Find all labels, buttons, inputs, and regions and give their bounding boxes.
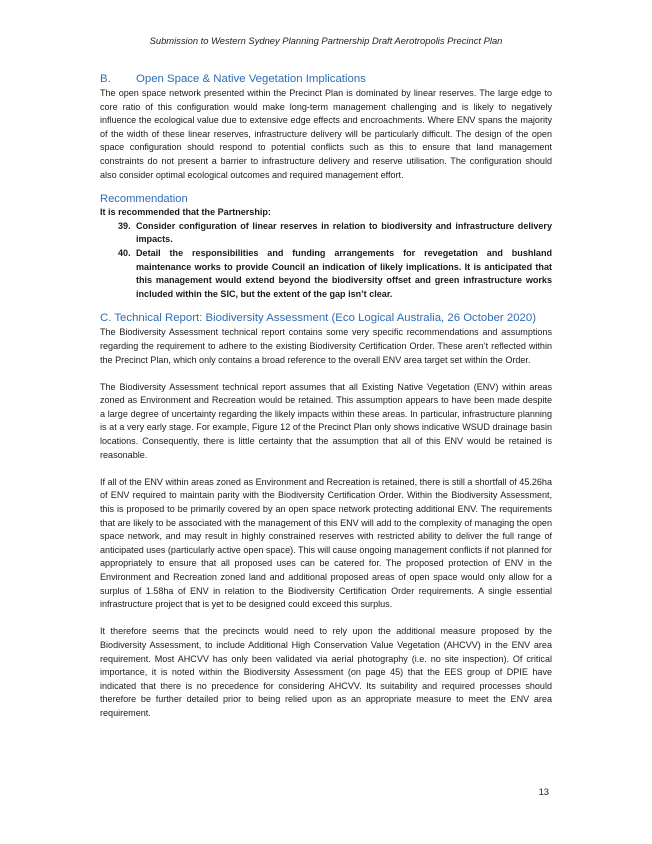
recommendation-text: Detail the responsibilities and funding arrangements for revegetation and bushland maintenance works to provide Council an indication of likely implications. It is anticipated that this management would extend beyond the biodiversity offset and green infrastructure works included within the SIC, but the extent of the gap isn’t clear. [136,247,552,299]
recommendation-item-39 [100,220,552,247]
section-b-title: Open Space & Native Vegetation Implications [136,73,366,85]
section-b-letter: B. [100,73,111,85]
running-header: Submission to Western Sydney Planning Partnership Draft Aerotropolis Precinct Plan [149,35,503,46]
page-content [100,72,552,721]
page-number: 13 [538,786,549,797]
recommendation-intro: It is recommended that the Partnership: [100,207,271,218]
recommendation-item-40 [100,247,552,301]
section-c-paragraph-2: The Biodiversity Assessment technical report assumes that all Existing Native Vegetation (ENV) within areas zoned as Environment and Recreation would be retained. This assumption appears to have been made despite a large degree of uncertainty regarding the likely impacts within these areas. In particular, infrastructure planning is at a very early stage. For example, Figure 12 of the Precinct Plan only shows indicative WSUD drainage basin locations. Consequently, there is little certainty that the assumption that all of this ENV would be retained is reasonable. [100,381,552,460]
section-c-paragraph-1: The Biodiversity Assessment technical report contains some very specific recommendations and assumptions regarding the requirement to adhere to the existing Biodiversity Certification Order. These aren’t reflected within the Precinct Plan, which only contains a broad reference to the overall ENV area target set within the Order. [100,327,552,365]
section-b-heading [100,72,552,87]
recommendation-number: 39. [118,220,131,231]
recommendation-list [100,220,552,302]
recommendation-heading: Recommendation [100,193,188,206]
section-b-paragraph: The open space network presented within the Precinct Plan is dominated by linear reserves. The large edge to core ratio of this configuration would make long-term management challenging and is likely to negatively influence the ecological value due to extensive edge effects and encroachments. Where ENV spans the majority of the width of these linear reserves, infrastructure delivery will be particularly difficult. The design of the open space configuration should respond to potential conflicts such as this to ensure that land management constraints do not present a barrier to infrastructure delivery and reserve utilisation. The configuration should also consider optimal ecological outcomes and required management effort. [100,88,552,180]
recommendation-text: Consider configuration of linear reserves in relation to biodiversity and infrastructure delivery impacts. [136,220,552,245]
section-c-paragraph-4: It therefore seems that the precincts would need to rely upon the additional measure proposed by the Biodiversity Assessment, to include Additional High Conservation Value Vegetation (AHCVV) in the ENV area requirement. Most AHCVV has only been validated via aerial photography (i.e. no site inspection). Of critical importance, it is noted within the Biodiversity Assessment (on page 45) that the EES group of DPIE have indicated that there is no precedence for considering AHCVV. Its suitability and required processes should therefore be further detailed prior to being relied upon as an appropriate measure to meet the ENV area requirement. [100,626,552,718]
recommendation-number: 40. [118,247,131,258]
section-c-paragraph-3: If all of the ENV within areas zoned as Environment and Recreation is retained, there is still a shortfall of 45.26ha of ENV required to maintain parity with the Biodiversity Certification Order. Within the Biodiversity Assessment, this is proposed to be primarily covered by an open space network protecting additional ENV. The requirements that are likely to be associated with the management of this ENV will add to the complexity of managing the open space network, and may result in highly constrained reserves with restricted ability to deliver the full range of anticipated uses (particularly active open space). This will cause ongoing management conflicts if not planned for appropriately to ensure that all proposed uses can be catered for. The proposed protection of ENV in the Environment and Recreation zoned land and additional proposed areas of open space would only allow for a surplus of 1.58ha of ENV in relation to the Biodiversity Certification Order requirements. A single essential infrastructure project that is yet to be designed could exceed this surplus. [100,476,552,610]
section-c-heading: C. Technical Report: Biodiversity Assessment (Eco Logical Australia, 26 October 2020) [100,312,537,325]
